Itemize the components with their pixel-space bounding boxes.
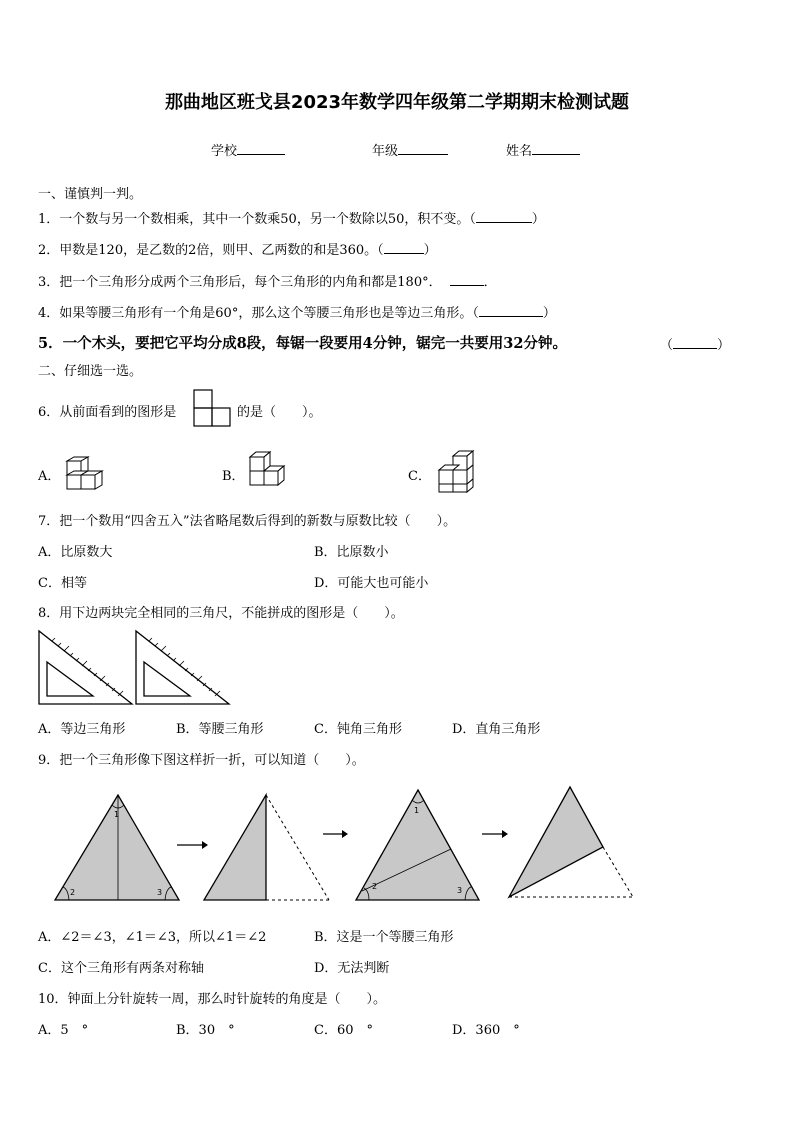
grade-field (372, 140, 448, 159)
answer-blank-1[interactable] (476, 222, 532, 223)
name-blank[interactable] (532, 154, 580, 155)
question-5-close: ） (717, 338, 731, 353)
name-field (506, 140, 580, 159)
answer-blank-2[interactable] (384, 253, 424, 254)
option-9d[interactable]: D．无法判断 (314, 961, 390, 976)
question-6-text-a: 6．从前面看到的图形是 (38, 405, 177, 420)
option-7c[interactable]: C．相等 (38, 576, 87, 591)
folding-diagram (50, 785, 650, 905)
question-6-text-b: 的是（ ）。 (237, 405, 322, 420)
question-10-text: 10．钟面上分针旋转一周，那么时针旋转的角度是（ ）。 (38, 992, 387, 1007)
option-8c[interactable]: C．钝角三角形 (314, 722, 402, 737)
page-title: 那曲地区班戈县2023年数学四年级第二学期期末检测试题 (164, 92, 630, 113)
angle-label-1: 1 (114, 810, 120, 819)
option-10d[interactable]: D．360 ° (452, 1023, 520, 1038)
angle-label-2: 2 (70, 888, 76, 897)
ruler-ticks-2 (149, 638, 220, 696)
angle-label-3: 3 (157, 888, 163, 897)
answer-blank-4[interactable] (479, 316, 543, 317)
question-7-text: 7．把一个数用“四舍五入”法省略尾数后得到的新数与原数比较（ ）。 (38, 514, 457, 529)
question-3 (38, 271, 497, 290)
question-2-text: 2．甲数是120，是乙数的2倍，则甲、乙两数的和是360。（ (38, 243, 384, 258)
option-6c-label[interactable]: C． (408, 469, 431, 484)
section-1-heading: 一、谨慎判一判。 (38, 187, 143, 202)
section-2-heading: 二、仔细选一选。 (38, 364, 143, 379)
option-6a-cubes[interactable] (62, 456, 108, 488)
angle-label-1b: 1 (414, 806, 420, 815)
question-4-close: ） (542, 306, 556, 321)
option-6b-cubes[interactable] (247, 450, 293, 492)
dashed-edge-2a (266, 795, 329, 900)
triangle-2 (204, 795, 266, 900)
ruler-ticks-1 (52, 638, 123, 696)
option-7b[interactable]: B．比原数小 (314, 545, 389, 560)
grade-label: 年级 (372, 144, 399, 159)
question-1-text: 1．一个数与另一个数相乘，其中一个数乘50，另一个数除以50，积不变。（ (38, 212, 476, 227)
question-2-close: ） (423, 243, 437, 258)
answer-blank-3[interactable] (450, 285, 484, 286)
question-3-close: ． (483, 275, 497, 290)
option-10b[interactable]: B．30 ° (176, 1023, 235, 1038)
set-square-2 (135, 630, 231, 706)
answer-blank-5[interactable] (673, 348, 717, 349)
school-field (211, 140, 285, 159)
question-9-text: 9．把一个三角形像下图这样折一折，可以知道（ ）。 (38, 753, 365, 768)
angle-label-2b: 2 (372, 882, 378, 891)
triangle-4 (509, 787, 603, 897)
option-9a[interactable]: A．∠2＝∠3，∠1＝∠3，所以∠1＝∠2 (38, 930, 267, 945)
question-5-text: 5．一个木头，要把它平均分成8段，每锯一段要用4分钟，锯完一共要用32分钟。 (38, 335, 567, 352)
name-label: 姓名 (506, 144, 533, 159)
option-8d[interactable]: D．直角三角形 (452, 722, 541, 737)
question-1 (38, 208, 545, 227)
school-label: 学校 (211, 144, 238, 159)
front-view-figure (193, 389, 233, 427)
option-7d[interactable]: D．可能大也可能小 (314, 576, 429, 591)
option-9c[interactable]: C．这个三角形有两条对称轴 (38, 961, 204, 976)
option-6c-cubes[interactable] (434, 450, 480, 494)
angle-label-3b: 3 (457, 886, 463, 895)
question-3-text: 3．把一个三角形分成两个三角形后，每个三角形的内角和都是180°． (38, 275, 442, 290)
question-5-answer (660, 334, 730, 353)
question-4 (38, 302, 556, 321)
option-8b[interactable]: B．等腰三角形 (176, 722, 264, 737)
question-5-open: （ (660, 338, 674, 353)
dashed-edge-4a (603, 847, 633, 897)
option-8a[interactable]: A．等边三角形 (38, 722, 126, 737)
school-blank[interactable] (237, 154, 285, 155)
option-9b[interactable]: B．这是一个等腰三角形 (314, 930, 454, 945)
grade-blank[interactable] (398, 154, 448, 155)
option-10c[interactable]: C．60 ° (314, 1023, 373, 1038)
question-4-text: 4．如果等腰三角形有一个角是60°，那么这个等腰三角形也是等边三角形。（ (38, 306, 479, 321)
option-6b-label[interactable]: B． (222, 469, 245, 484)
option-10a[interactable]: A．5 ° (38, 1023, 89, 1038)
question-2 (38, 239, 437, 258)
option-7a[interactable]: A．比原数大 (38, 545, 113, 560)
set-square-1 (38, 630, 134, 706)
question-1-close: ） (531, 212, 545, 227)
question-8-text: 8．用下边两块完全相同的三角尺，不能拼成的图形是（ ）。 (38, 606, 404, 621)
option-6a-label[interactable]: A． (38, 469, 61, 484)
